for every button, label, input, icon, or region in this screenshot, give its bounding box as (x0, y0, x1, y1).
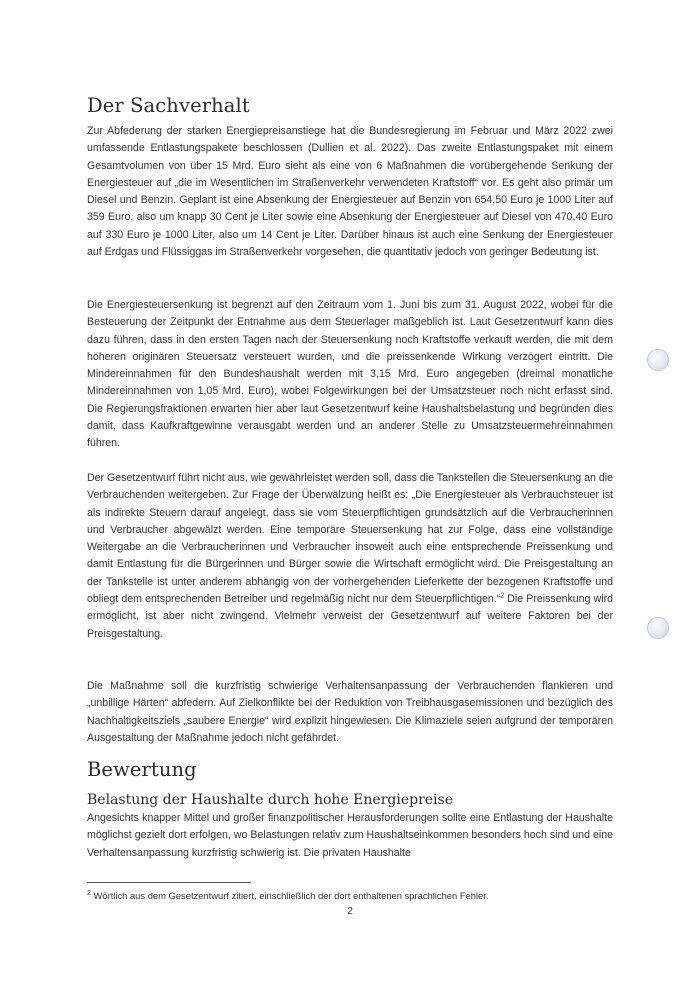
punch-hole-icon (647, 349, 669, 371)
footnote (87, 889, 613, 902)
footnote-separator (87, 882, 251, 883)
paragraph-5: Angesichts knapper Mittel und großer finanzpolitischer Herausforderungen sollte eine Entlastung der Haushalte möglichst gezielt dort erfolgen, wo Belastungen relativ zum Haushaltseinkommen besonders hoch sind und eine Verhaltensanpassung kurzfristig schwierig ist. Die privaten Haushalte (87, 812, 613, 859)
paragraph-3-text-a: Der Gesetzentwurf führt nicht aus, wie gewährleistet werden soll, dass die Tankstellen die Steuersenkung an die Verbrauchenden weitergeben. Zur Frage der Überwälzung heißt es: „Die Energiesteuer als Verbrauchsteuer ist als indirekte Steuern darauf angelegt, dass sie vom Steuerpflichtigen grundsätzlich auf die Verbraucherinnen und Verbraucher abgewälzt werden. Eine temporäre Steuersenkung hat zur Folge, dass eine vollständige Weitergabe an die Verbraucherinnen und Verbraucher insoweit auch eine entsprechende Preissenkung und damit Entlastung für die Bürgerinnen und Bürger sowie die Wirtschaft ermöglicht wird. Die Preisgestaltung an der Tankstelle ist unter anderem abhängig von der vorhergehenden Lieferkette der bezogenen Kraftstoffe und obliegt dem entsprechenden Betreiber und regelmäßig nicht nur dem Steuerpflichtigen.“ (87, 472, 613, 606)
heading-der-sachverhalt: Der Sachverhalt (87, 94, 250, 117)
paragraph-1: Zur Abfederung der starken Energiepreisanstiege hat die Bundesregierung im Februar und März 2022 zwei umfassende Entlastungspakete beschlossen (Dullien et al. 2022). Das zweite Entlastungspaket mit einem Gesamtvolumen von über 15 Mrd. Euro sieht als eine von 6 Maßnahmen die vorübergehende Senkung der Energiesteuer auf „die im Wesentlichen im Straßenverkehr verwendeten Kraftstoff“ vor. Es geht also primär um Diesel und Benzin. Geplant ist eine Absenkung der Energiesteuer auf Benzin von 654,50 Euro je 1000 Liter auf 359 Euro, also um knapp 30 Cent je Liter sowie eine Absenkung der Energiesteuer auf Diesel von 470,40 Euro auf 330 Euro je 1000 Liter, also um 14 Cent je Liter. Darüber hinaus ist auch eine Senkung der Energiesteuer auf Erdgas und Flüssiggas im Straßenverkehr vorgesehen, die quantitativ jedoch von geringer Bedeutung ist. (87, 125, 613, 259)
punch-hole-icon (647, 617, 669, 639)
paragraph-3 (87, 470, 613, 643)
footnote-reference: 2 (500, 592, 505, 600)
heading-bewertung: Bewertung (87, 758, 197, 781)
paragraph-3-text-b: Die Preissenkung wird ermöglicht, ist aber nicht zwingend. Vielmehr verweist der Gesetzentwurf auf weitere Faktoren bei der Preisgestaltung. (87, 593, 613, 640)
subheading-belastung-der-haushalte: Belastung der Haushalte durch hohe Energiepreise (87, 792, 454, 808)
footnote-text: Wörtlich aus dem Gesetzentwurf zitiert, einschließlich der dort enthaltenen sprachlichen Fehler. (90, 890, 489, 901)
paragraph-4: Die Maßnahme soll die kurzfristig schwierige Verhaltensanpassung der Verbrauchenden flankieren und „unbillige Härten“ abfedern. Auf Zielkonflikte bei der Reduktion von Treibhausgasemissionen und bezüglich des Nachhaltigkeitsziels „saubere Energie“ wird explizit hingewiesen. Die Klimaziele seien aufgrund der temporären Ausgestaltung der Maßnahme jedoch nicht gefährdet. (87, 680, 613, 744)
page-number: 2 (347, 905, 353, 917)
footnote-mark: 2 (87, 889, 91, 897)
paragraph-2: Die Energiesteuersenkung ist begrenzt auf den Zeitraum vom 1. Juni bis zum 31. August 2022, wobei für die Besteuerung der Zeitpunkt der Entnahme aus dem Steuerlager maßgeblich ist. Laut Gesetzentwurf kann dies dazu führen, dass in den ersten Tagen nach der Steuersenkung noch Kraftstoffe verkauft werden, die mit dem höheren originären Steuersatz versteuert wurden, und die preissenkende Wirkung verzögert eintritt. Die Mindereinnahmen für den Bundeshaushalt werden mit 3,15 Mrd. Euro angegeben (dreimal monatliche Mindereinnahmen von 1,05 Mrd. Euro), wobei Folgewirkungen bei der Umsatzsteuer noch nicht erfasst sind. Die Regierungsfraktionen erwarten hier aber laut Gesetzentwurf keine Haushaltsbelastung und begründen dies damit, dass Kaufkraftgewinne verausgabt werden und an anderer Stelle zu Umsatzsteuermehreinnahmen führen. (87, 299, 613, 450)
